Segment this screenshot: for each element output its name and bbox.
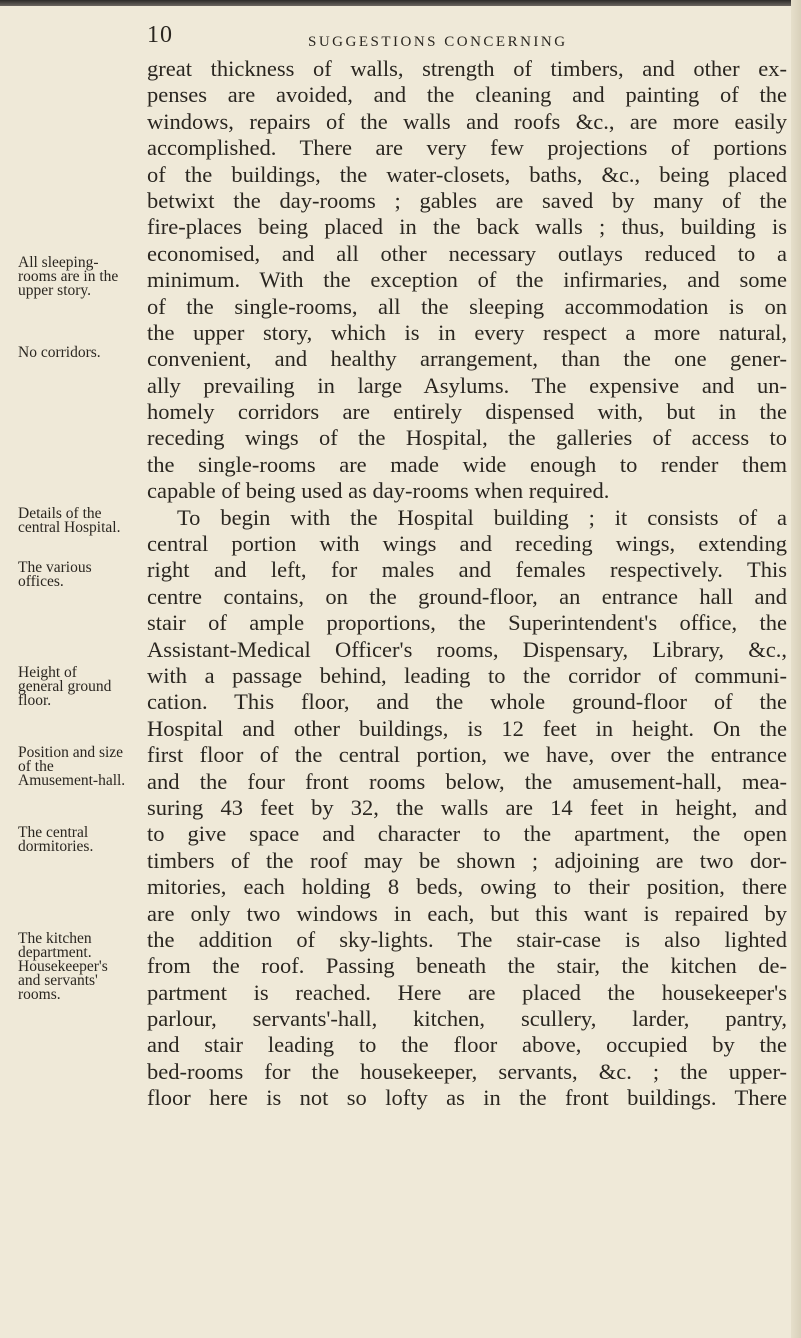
text-line: central portion with wings and receding wings, extending — [147, 531, 787, 557]
body-text — [147, 56, 787, 1112]
text-line: bed-rooms for the housekeeper, servants, &c. ; the upper- — [147, 1058, 787, 1084]
text-line: are only two windows in each, but this want is repaired by — [147, 900, 787, 926]
text-line: fire-places being placed in the back walls ; thus, building is — [147, 214, 787, 240]
page-number: 10 — [147, 22, 173, 48]
text-line: suring 43 feet by 32, the walls are 14 feet in height, and — [147, 794, 787, 820]
text-line: first floor of the central portion, we have, over the entrance — [147, 742, 787, 768]
text-line: stair of ample proportions, the Superintendent's office, the — [147, 610, 787, 636]
page-edge-shadow — [791, 0, 801, 1338]
text-line: windows, repairs of the walls and roofs &c., are more easily — [147, 108, 787, 134]
margin-note-amusement-hall: Position and size of the Amusement-hall. — [18, 744, 126, 789]
margin-note-various-offices: The various offices. — [18, 559, 92, 590]
margin-note-central-dormitories: The central dormitories. — [18, 824, 94, 855]
text-line: To begin with the Hospital building ; it consists of a — [177, 504, 787, 530]
text-line: timbers of the roof may be shown ; adjoining are two dor- — [147, 847, 787, 873]
page-header — [0, 20, 801, 60]
text-line: receding wings of the Hospital, the galleries of access to — [147, 425, 787, 451]
text-line: of the single-rooms, all the sleeping accommodation is on — [147, 293, 787, 319]
text-line: convenient, and healthy arrangement, than the one gener- — [147, 346, 787, 372]
text-line: ally prevailing in large Asylums. The expensive and un- — [147, 372, 787, 398]
text-line: floor here is not so lofty as in the front buildings. There — [147, 1085, 787, 1111]
running-head: SUGGESTIONS CONCERNING — [308, 34, 568, 50]
text-line: centre contains, on the ground-floor, an entrance hall and — [147, 583, 787, 609]
top-edge-rule — [0, 0, 801, 6]
margin-note-height-ground-floor: Height of general ground floor. — [18, 664, 112, 709]
text-line: accomplished. There are very few projections of portions — [147, 135, 787, 161]
text-line: with a passage behind, leading to the corridor of communi- — [147, 662, 787, 688]
margin-note-central-hospital: Details of the central Hospital. — [18, 505, 121, 536]
text-line: the upper story, which is in every respect a more natural, — [147, 319, 787, 345]
text-line: capable of being used as day-rooms when required. — [147, 478, 610, 504]
text-line: and the four front rooms below, the amusement-hall, mea- — [147, 768, 787, 794]
text-line: partment is reached. Here are placed the housekeeper's — [147, 979, 787, 1005]
text-line: to give space and character to the apartment, the open — [147, 821, 787, 847]
text-line: minimum. With the exception of the infirmaries, and some — [147, 267, 787, 293]
text-line: betwixt the day-rooms ; gables are saved by many of the — [147, 187, 787, 213]
text-line: cation. This floor, and the whole ground-floor of the — [147, 689, 787, 715]
text-line: from the roof. Passing beneath the stair, the kitchen de- — [147, 953, 787, 979]
text-line: penses are avoided, and the cleaning and painting of the — [147, 82, 787, 108]
text-line: the single-rooms are made wide enough to render them — [147, 451, 787, 477]
text-line: mitories, each holding 8 beds, owing to their position, there — [147, 874, 787, 900]
text-line: Hospital and other buildings, is 12 feet in height. On the — [147, 715, 787, 741]
text-line: Assistant-Medical Officer's rooms, Dispensary, Library, &c., — [147, 636, 787, 662]
text-line: great thickness of walls, strength of timbers, and other ex- — [147, 56, 787, 81]
margin-note-no-corridors: No corridors. — [18, 344, 101, 361]
text-line: of the buildings, the water-closets, baths, &c., being placed — [147, 161, 787, 187]
text-line: and stair leading to the floor above, occupied by the — [147, 1032, 787, 1058]
text-line: economised, and all other necessary outlays reduced to a — [147, 240, 787, 266]
text-line: right and left, for males and females respectively. This — [147, 557, 787, 583]
margin-note-kitchen-department: The kitchen department. Housekeeper's and servants' rooms. — [18, 930, 108, 1003]
margin-note-sleeping-rooms: All sleeping-rooms are in the upper story. — [18, 254, 119, 299]
text-line: the addition of sky-lights. The stair-case is also lighted — [147, 926, 787, 952]
text-line: parlour, servants'-hall, kitchen, scullery, larder, pantry, — [147, 1006, 787, 1032]
text-line: homely corridors are entirely dispensed with, but in the — [147, 399, 787, 425]
